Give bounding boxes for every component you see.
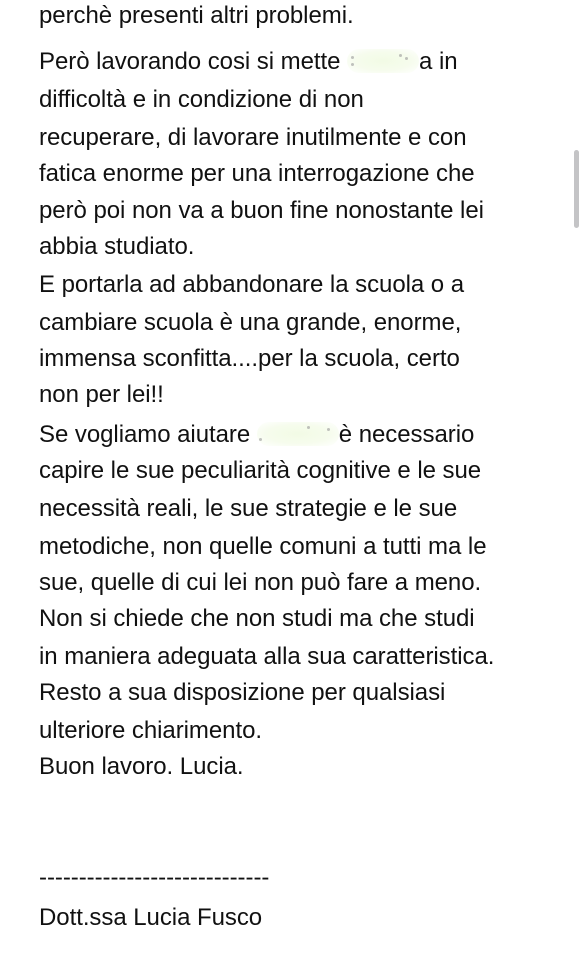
message-line: difficoltà e in condizione di non xyxy=(39,86,364,113)
signature-separator: ----------------------------- xyxy=(39,864,270,891)
message-line: Non si chiede che non studi ma che studi xyxy=(39,605,475,632)
message-line: abbia studiato. xyxy=(39,233,195,260)
message-line: sue, quelle di cui lei non può fare a meno. xyxy=(39,569,482,596)
message-line: capire le sue peculiarità cognitive e le sue xyxy=(39,457,482,484)
signature: Dott.ssa Lucia Fusco xyxy=(39,904,263,931)
message-line: fatica enorme per una interrogazione che xyxy=(39,160,475,187)
message-line: cambiare scuola è una grande, enorme, xyxy=(39,309,462,336)
message-line-part: Però lavorando cosi si mette xyxy=(39,48,348,75)
message-line: Buon lavoro. Lucia. xyxy=(39,753,244,780)
message-line-part: è necessario xyxy=(338,421,475,448)
message-line-with-redaction xyxy=(39,48,458,76)
message-line: E portarla ad abbandonare la scuola o a xyxy=(39,271,465,298)
message-line: Resto a sua disposizione per qualsiasi xyxy=(39,679,446,706)
message-line: però poi non va a buon fine nonostante lei xyxy=(39,197,484,224)
message-line-part: Se vogliamo aiutare xyxy=(39,421,257,448)
message-line-part: a in xyxy=(419,48,458,75)
vertical-scrollbar[interactable] xyxy=(572,150,582,230)
message-line: recuperare, di lavorare inutilmente e con xyxy=(39,124,467,151)
message-line: ulteriore chiarimento. xyxy=(39,717,262,744)
message-line: non per lei!! xyxy=(39,381,164,408)
message-line: immensa sconfitta....per la scuola, certo xyxy=(39,345,460,372)
redacted-name xyxy=(347,49,419,73)
message-line: perchè presenti altri problemi. xyxy=(39,2,354,29)
message-line-with-redaction xyxy=(39,421,474,449)
scrollbar-thumb[interactable] xyxy=(574,150,579,228)
message-line: necessità reali, le sue strategie e le sue xyxy=(39,495,458,522)
redacted-name xyxy=(257,422,339,446)
message-line: in maniera adeguata alla sua caratteristica. xyxy=(39,643,495,670)
message-line: metodiche, non quelle comuni a tutti ma le xyxy=(39,533,487,560)
